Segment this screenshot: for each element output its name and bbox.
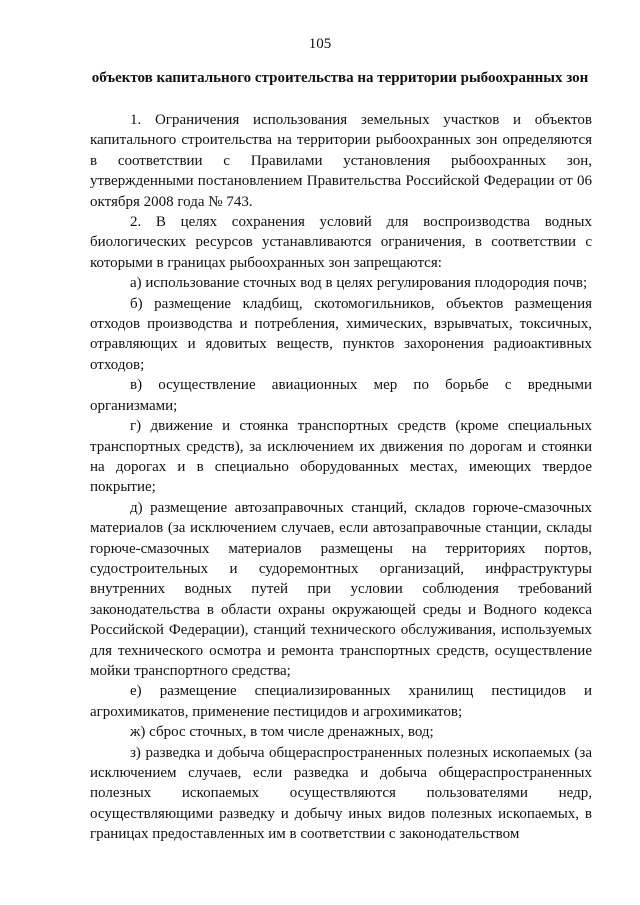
paragraph: б) размещение кладбищ, скотомогильников, объектов размещения отходов производства и потребления, химических, взрывчатых, токсичных, отравляющих и ядовитых веществ, пунктов захоронения радиоактивных отходов; <box>90 295 592 373</box>
paragraph: з) разведка и добыча общераспространенных полезных ископаемых (за исключением случаев, если разведка и добыча общераспространенных полезных ископаемых осуществляются пользователями недр, осуществляющими разведку и добычу иных видов полезных ископаемых, в границах предоставленных им в соответствии с законодательством <box>90 744 592 843</box>
paragraph: а) использование сточных вод в целях регулирования плодородия почв; <box>130 275 588 292</box>
paragraph: ж) сброс сточных, в том числе дренажных, вод; <box>130 724 434 741</box>
paragraph: е) размещение специализированных хранилищ пестицидов и агрохимикатов, применение пестицидов и агрохимикатов; <box>90 683 592 720</box>
paragraph: 1. Ограничения использования земельных участков и объектов капитального строительства на территории рыбоохранных зон определяются в соответствии с Правилами установления рыбоохранных зон, утвержденными постановлением Правительства Российской Федерации от 06 октября 2008 года № 743. <box>90 112 592 210</box>
document-body <box>90 110 592 845</box>
paragraph: д) размещение автозаправочных станций, складов горюче-смазочных материалов (за исключением случаев, если автозаправочные станции, склады горюче-смазочных материалов размещены на территориях портов, судостроительных и судоремонтных организаций, инфраструктуры внутренних водных путей при условии соблюдения требований законодательства в области охраны окружающей среды и Водного кодекса Российской Федерации), станций технического обслуживания, используемых для технического осмотра и ремонта транспортных средств, осуществление мойки транспортного средства; <box>90 499 592 679</box>
paragraph: в) осуществление авиационных мер по борьбе с вредными организмами; <box>90 377 592 414</box>
paragraph: 2. В целях сохранения условий для воспроизводства водных биологических ресурсов устанавливаются ограничения, в соответствии с которыми в границах рыбоохранных зон запрещаются: <box>90 214 592 271</box>
section-heading: объектов капитального строительства на территории рыбоохранных зон <box>91 70 589 86</box>
paragraph: г) движение и стоянка транспортных средств (кроме специальных транспортных средств), за исключением их движения по дорогам и стоянки на дорогах и в специально оборудованных местах, имеющих твердое покрытие; <box>90 418 592 496</box>
page-number: 105 <box>308 36 332 52</box>
